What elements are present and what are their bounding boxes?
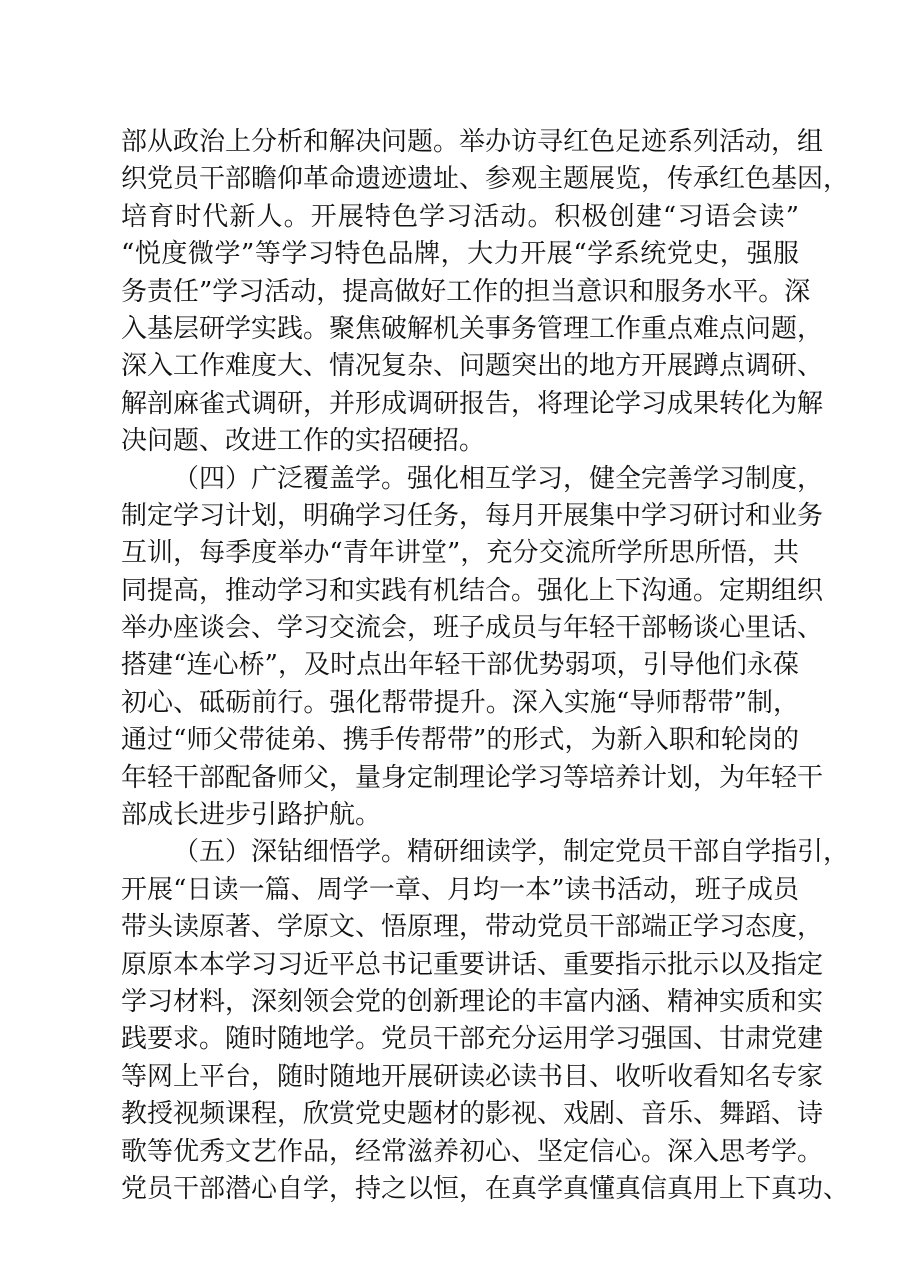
text-line: 年轻干部配备师父，量身定制理论学习等培养计划，为年轻干: [121, 762, 824, 793]
text-line: 歌等优秀文艺作品，经常滋养初心、坚定信心。深入思考学。: [121, 1136, 824, 1167]
text-line: 开展“日读一篇、周学一章、月均一本”读书活动，班子成员: [121, 874, 799, 905]
text-line: 务责任”学习活动，提高做好工作的担当意识和服务水平。深: [121, 276, 811, 307]
text-line: 深入工作难度大、情况复杂、问题突出的地方开展蹲点调研、: [121, 351, 824, 382]
text-line: 举办座谈会、学习交流会，班子成员与年轻干部畅谈心里话、: [121, 613, 824, 644]
text-line: 教授视频课程，欣赏党史题材的影视、戏剧、音乐、舞蹈、诗: [121, 1099, 824, 1130]
text-line: 决问题、改进工作的实招硬招。: [121, 426, 486, 457]
text-line: 部成长进步引路护航。: [121, 800, 382, 831]
text-line: “悦度微学”等学习特色品牌，大力开展“学系统党史，强服: [121, 239, 799, 270]
text-line: 通过“师父带徒弟、携手传帮带”的形式，为新入职和轮岗的: [121, 725, 799, 756]
paragraph-1: [121, 124, 850, 461]
text-line: 初心、砥砺前行。强化帮带提升。深入实施“导师帮带”制，: [121, 687, 799, 718]
paragraph-3: [121, 834, 850, 1208]
text-line: 党员干部潜心自学，持之以恒，在真学真懂真信真用上下真功、: [121, 1173, 850, 1204]
text-line: 织党员干部瞻仰革命遗迹遗址、参观主题展览，传承红色基因，: [121, 164, 850, 195]
text-line: 制定学习计划，明确学习任务，每月开展集中学习研讨和业务: [121, 500, 824, 531]
text-line: 带头读原著、学原文、悟原理，带动党员干部端正学习态度，: [121, 912, 824, 943]
text-line: 解剖麻雀式调研，并形成调研报告，将理论学习成果转化为解: [121, 388, 824, 419]
text-line: 搭建“连心桥”，及时点出年轻干部优势弱项，引导他们永葆: [121, 650, 799, 681]
section-heading-line: （四）广泛覆盖学。强化相互学习，健全完善学习制度，: [173, 463, 824, 494]
text-line: 等网上平台，随时随地开展研读必读书目、收听收看知名专家: [121, 1061, 824, 1092]
document-page: [121, 124, 850, 1208]
paragraph-2: [121, 461, 824, 835]
text-line: 践要求。随时随地学。党员干部充分运用学习强国、甘肃党建: [121, 1024, 824, 1055]
text-line: 入基层研学实践。聚焦破解机关事务管理工作重点难点问题，: [121, 313, 824, 344]
text-line: 培育时代新人。开展特色学习活动。积极创建“习语会读”: [121, 201, 799, 232]
section-heading-line: （五）深钻细悟学。精研细读学，制定党员干部自学指引，: [173, 837, 850, 868]
text-line: 原原本本学习习近平总书记重要讲话、重要指示批示以及指定: [121, 949, 824, 980]
text-line: 部从政治上分析和解决问题。举办访寻红色足迹系列活动，组: [121, 127, 824, 157]
text-line: 学习材料，深刻领会党的创新理论的丰富内涵、精神实质和实: [121, 986, 824, 1017]
text-line: 同提高，推动学习和实践有机结合。强化上下沟通。定期组织: [121, 575, 824, 606]
text-line: 互训，每季度举办“青年讲堂”，充分交流所学所思所悟，共: [121, 538, 799, 569]
